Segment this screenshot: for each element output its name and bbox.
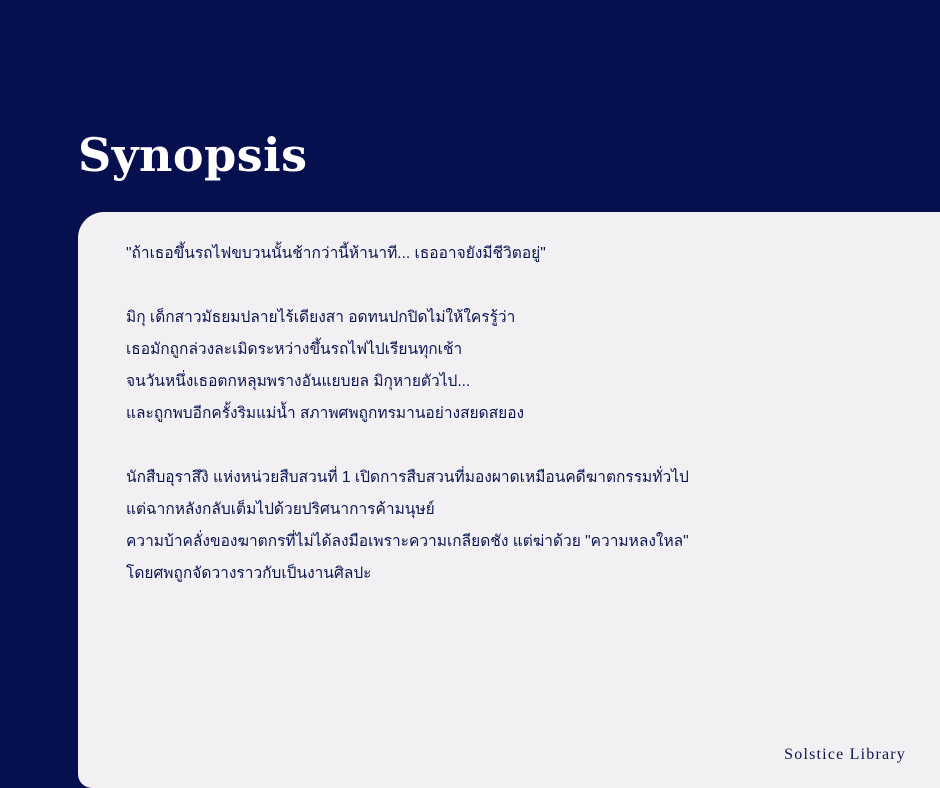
paragraph-line: จนวันหนึ่งเธอตกหลุมพรางอันแยบยล มิกุหายตัวไป... [126, 373, 471, 390]
synopsis-card [78, 212, 940, 788]
paragraph-line: มิกุ เด็กสาวมัธยมปลายไร้เดียงสา อดทนปกปิดไม่ให้ใครรู้ว่า [126, 309, 516, 326]
synopsis-paragraph-1 [126, 302, 916, 430]
paragraph-line: เธอมักถูกล่วงละเมิดระหว่างขึ้นรถไฟไปเรียนทุกเช้า [126, 341, 463, 358]
paragraph-line: ความบ้าคลั่งของฆาตกรที่ไม่ได้ลงมือเพราะความเกลียดชัง แต่ฆ่าด้วย "ความหลงใหล" [126, 533, 689, 550]
publisher-name: Solstice Library [784, 746, 906, 763]
synopsis-content [126, 238, 916, 622]
paragraph-line: แต่ฉากหลังกลับเต็มไปด้วยปริศนาการค้ามนุษย์ [126, 501, 435, 518]
synopsis-paragraph-2 [126, 462, 916, 590]
page-title: Synopsis [78, 128, 308, 182]
synopsis-quote [126, 238, 916, 270]
paragraph-line: นักสืบอุราสึงิ แห่งหน่วยสืบสวนที่ 1 เปิดการสืบสวนที่มองผาดเหมือนคดีฆาตกรรมทั่วไป [126, 469, 689, 486]
paragraph-line: โดยศพถูกจัดวางราวกับเป็นงานศิลปะ [126, 565, 372, 582]
paragraph-line: และถูกพบอีกครั้งริมแม่น้ำ สภาพศพถูกทรมานอย่างสยดสยอง [126, 405, 525, 422]
quote-line: "ถ้าเธอขึ้นรถไฟขบวนนั้นช้ากว่านี้ห้านาที... เธออาจยังมีชีวิตอยู่" [126, 245, 546, 262]
